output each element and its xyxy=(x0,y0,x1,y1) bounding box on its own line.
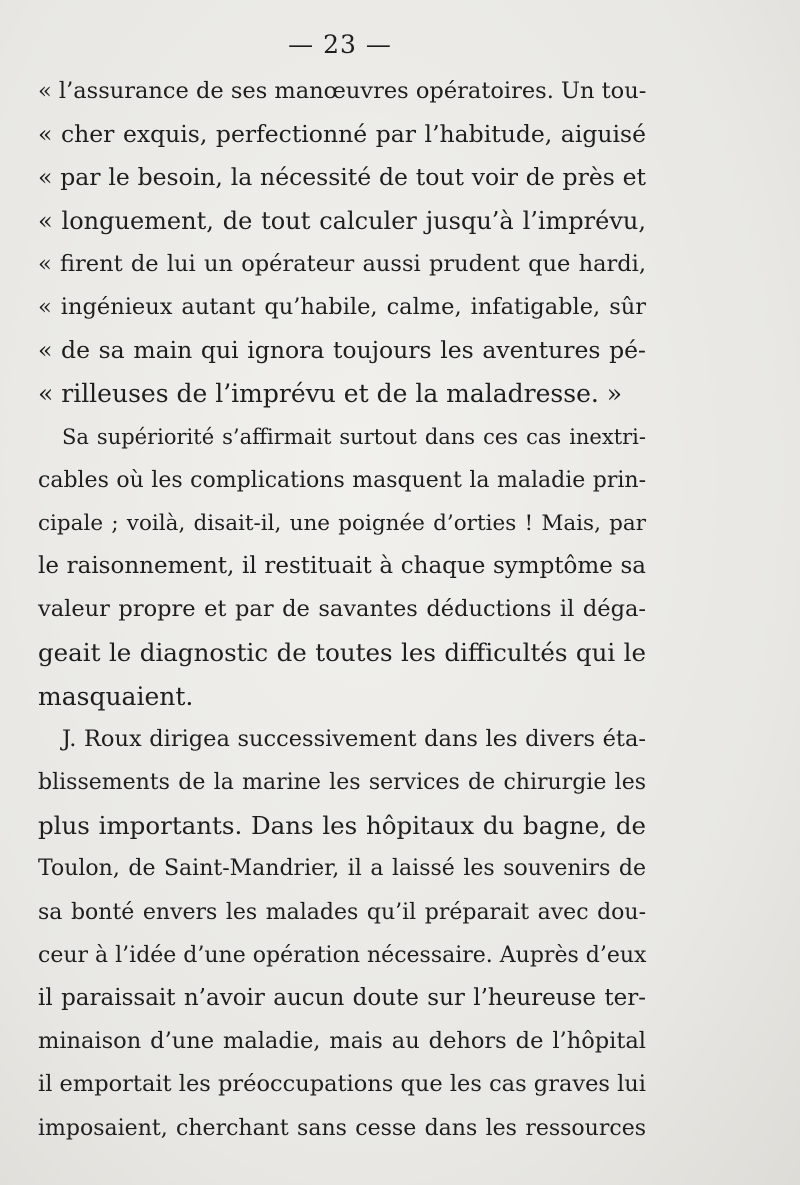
text-line: il paraissait n’avoir aucun doute sur l’heureuse ter- xyxy=(38,984,646,1011)
body-text xyxy=(38,70,646,1150)
text-line: cipale ; voilà, disait-il, une poignée d’orties ! Mais, par xyxy=(38,510,646,536)
text-line: cables où les complications masquent la maladie prin- xyxy=(38,467,646,493)
text-line: J. Roux dirigea successivement dans les divers éta- xyxy=(62,725,646,752)
text-line: sa bonté envers les malades qu’il préparait avec dou- xyxy=(38,899,646,925)
text-line: Sa supériorité s’affirmait surtout dans ces cas inextri- xyxy=(62,424,646,449)
text-line: ceur à l’idée d’une opération nécessaire. Auprès d’eux xyxy=(38,942,647,968)
text-line: « longuement, de tout calculer jusqu’à l’imprévu, xyxy=(38,206,646,235)
text-line: geait le diagnostic de toutes les difficultés qui le xyxy=(38,638,646,668)
text-line: imposaient, cherchant sans cesse dans les ressources xyxy=(38,1115,646,1141)
text-line: « firent de lui un opérateur aussi prudent que hardi, xyxy=(38,250,646,277)
text-line: il emportait les préoccupations que les cas graves lui xyxy=(38,1071,646,1098)
text-line: blissements de la marine les services de chirurgie les xyxy=(38,770,646,795)
text-line: valeur propre et par de savantes déductions il déga- xyxy=(38,596,646,623)
text-line: « rilleuses de l’imprévu et de la maladresse. » xyxy=(38,379,623,409)
text-line: « l’assurance de ses manœuvres opératoires. Un tou- xyxy=(38,78,647,104)
text-line: Toulon, de Saint-Mandrier, il a laissé les souvenirs de xyxy=(38,856,646,882)
text-line: masquaient. xyxy=(38,681,194,711)
text-line: plus importants. Dans les hôpitaux du bagne, de xyxy=(38,811,646,841)
text-line: « ingénieux autant qu’habile, calme, infatigable, sûr xyxy=(38,293,646,320)
text-line: minaison d’une maladie, mais au dehors de l’hôpital xyxy=(38,1028,646,1055)
text-line: « par le besoin, la nécessité de tout voir de près et xyxy=(38,163,646,192)
text-line: « de sa main qui ignora toujours les aventures pé- xyxy=(38,336,646,365)
page-number: — 23 — xyxy=(288,30,392,59)
text-line: le raisonnement, il restituait à chaque symptôme sa xyxy=(38,553,646,580)
text-line: « cher exquis, perfectionné par l’habitude, aiguisé xyxy=(38,120,646,149)
